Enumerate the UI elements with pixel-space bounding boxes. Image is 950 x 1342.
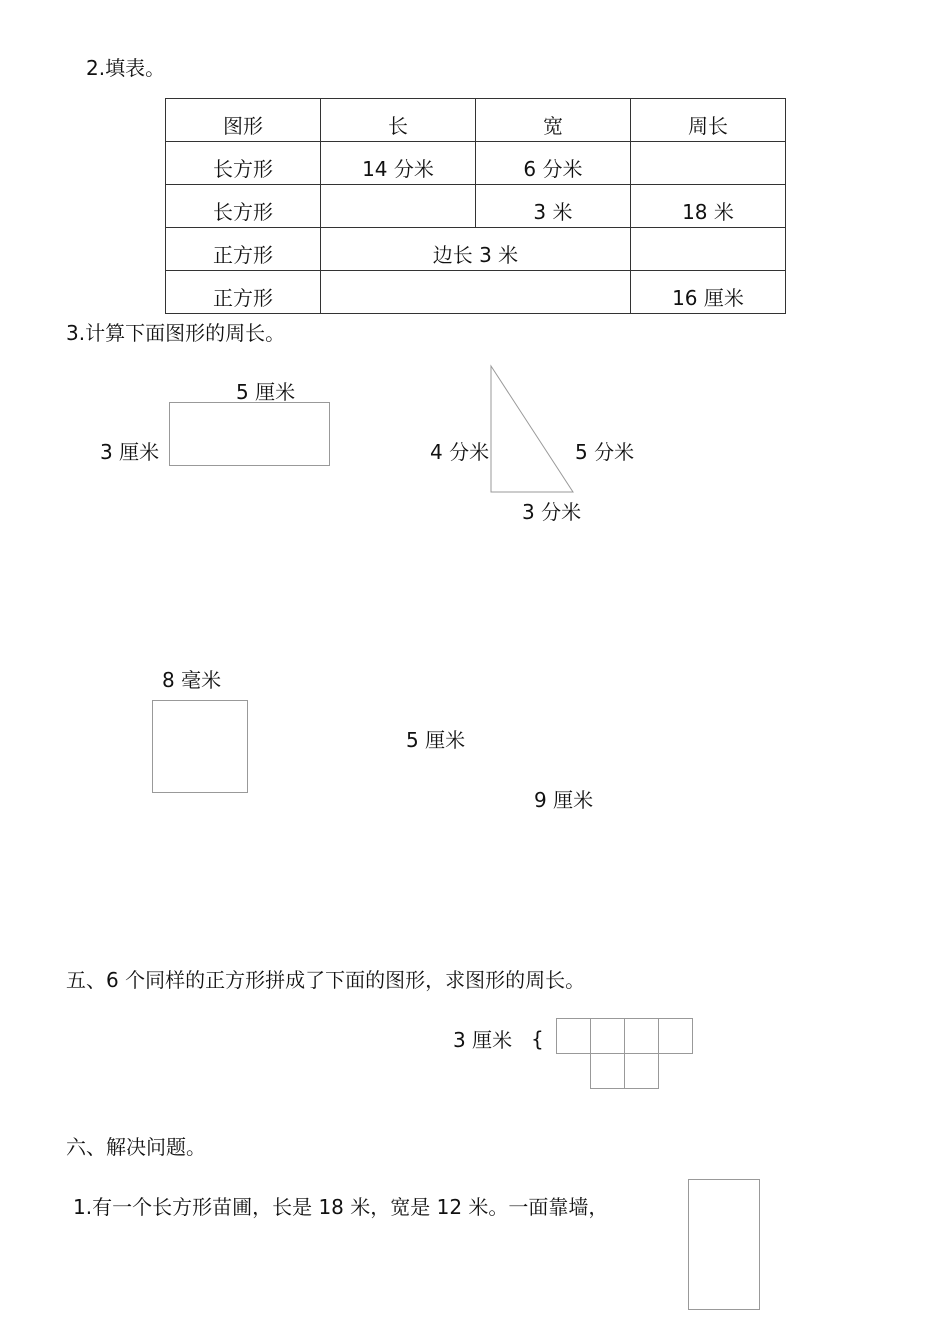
table-cell: [320, 271, 630, 314]
table-cell: 边长 3 米: [320, 228, 630, 271]
sec6-title: 六、解决问题。: [66, 1135, 206, 1159]
triangle-left-label: 4 分米: [430, 440, 490, 464]
table-cell: 14 分米: [320, 142, 475, 185]
table-row: [166, 142, 786, 185]
shape4-label-b: 9 厘米: [534, 788, 594, 812]
unit-square: [590, 1018, 625, 1054]
triangle-right-label: 5 分米: [575, 440, 635, 464]
table-cell: 18 米: [630, 185, 785, 228]
table-cell: [630, 228, 785, 271]
unit-square: [590, 1053, 625, 1089]
square-label: 8 毫米: [162, 668, 222, 692]
sec6-q1-text: 1.有一个长方形苗圃，长是 18 米，宽是 12 米。一面靠墙，: [73, 1195, 609, 1219]
table-header-cell: 长: [320, 99, 475, 142]
table-cell: 正方形: [166, 228, 321, 271]
table-header-cell: 图形: [166, 99, 321, 142]
table-cell: [630, 142, 785, 185]
unit-square: [624, 1018, 659, 1054]
sec5-side-label: 3 厘米: [453, 1028, 513, 1052]
table-cell: 16 厘米: [630, 271, 785, 314]
table-cell: 6 分米: [475, 142, 630, 185]
table-row: [166, 228, 786, 271]
unit-square: [556, 1018, 591, 1054]
table-cell: 3 米: [475, 185, 630, 228]
table-cell: 正方形: [166, 271, 321, 314]
rect-side-label: 3 厘米: [100, 440, 160, 464]
table-cell: 长方形: [166, 185, 321, 228]
fill-table: [165, 98, 786, 314]
triangle-bottom-label: 3 分米: [522, 500, 582, 524]
sec5-title: 五、6 个同样的正方形拼成了下面的图形，求图形的周长。: [66, 968, 586, 992]
table-header-cell: 宽: [475, 99, 630, 142]
q3-title: 3.计算下面图形的周长。: [66, 321, 286, 345]
table-row: [166, 271, 786, 314]
table-row: [166, 185, 786, 228]
brace-mark: {: [531, 1027, 544, 1051]
table-cell: [320, 185, 475, 228]
shape4-label-a: 5 厘米: [406, 728, 466, 752]
table-header-cell: 周长: [630, 99, 785, 142]
triangle-shape: [485, 360, 585, 500]
square-shape: [152, 700, 248, 793]
unit-square: [658, 1018, 693, 1054]
rect-top-label: 5 厘米: [236, 380, 296, 404]
rectangle-shape: [169, 402, 330, 466]
table-header-row: [166, 99, 786, 142]
q2-title: 2.填表。: [86, 56, 166, 80]
table-cell: 长方形: [166, 142, 321, 185]
nursery-rectangle: [688, 1179, 760, 1310]
unit-square: [624, 1053, 659, 1089]
